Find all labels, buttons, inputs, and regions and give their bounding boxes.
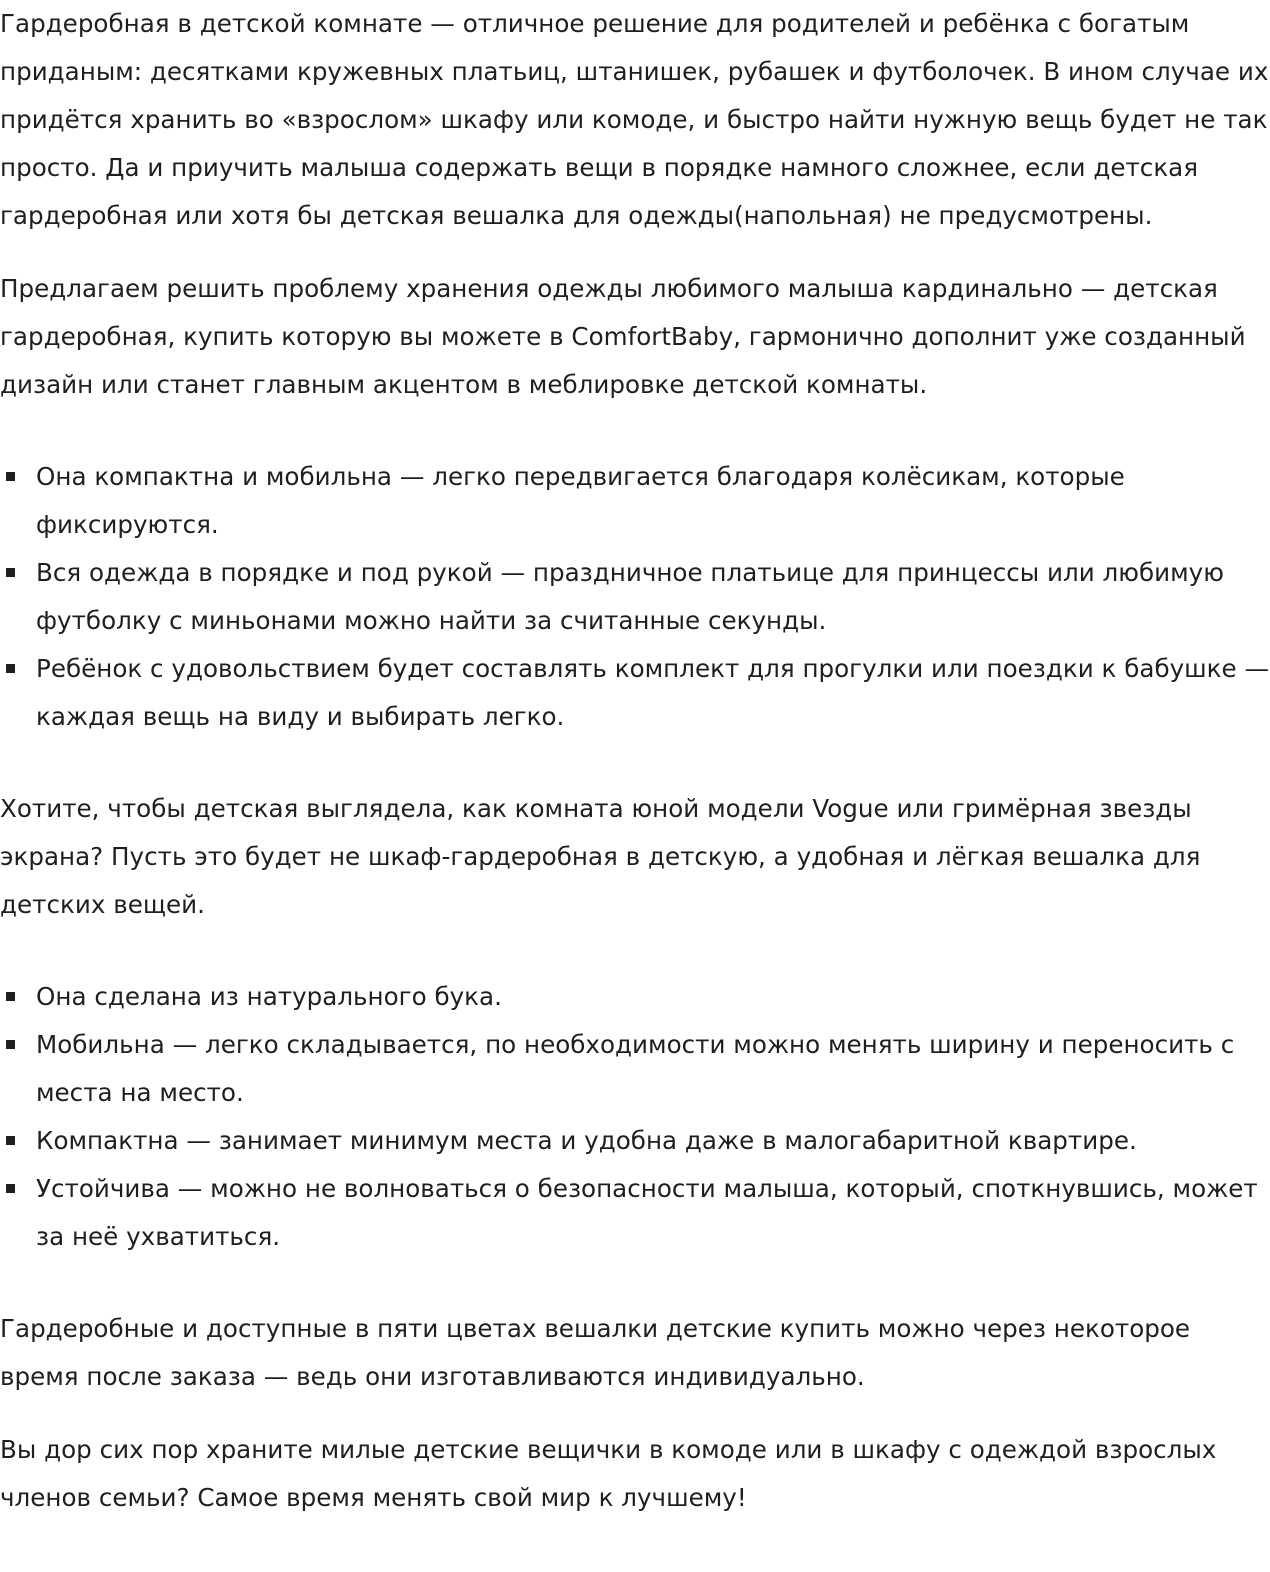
list-item: [0, 973, 1270, 1021]
list-item: [0, 1117, 1270, 1165]
list-item: [0, 453, 1270, 549]
list-item: [0, 1165, 1270, 1261]
list-item-text: Ребёнок с удовольствием будет составлять комплект для прогулки или поездки к бабушке — каждая вещь на виду и выбирать легко.: [36, 654, 1270, 731]
square-bullet-icon: [6, 472, 15, 481]
square-bullet-icon: [6, 568, 15, 577]
benefits-list-wardrobe: [0, 453, 1270, 741]
outro-paragraph-1: Гардеробные и доступные в пяти цветах вешалки детские купить можно через некоторое время после заказа — ведь они изготавливаются индивидуально.: [0, 1314, 1191, 1391]
list-item-text: Она компактна и мобильна — легко передвигается благодаря колёсикам, которые фиксируются.: [36, 462, 1125, 539]
square-bullet-icon: [6, 1040, 15, 1049]
intro-paragraph-1: Гардеробная в детской комнате — отличное решение для родителей и ребёнка с богатым приданым: десятками кружевных платьиц, штанишек, рубашек и футболочек. В ином случае их придётся хранить во «взрослом» шкафу или комоде, и быстро найти нужную вещь будет не так просто. Да и приучить малыша содержать вещи в порядке намного сложнее, если детская гардеробная или хотя бы детская вешалка для одежды(напольная) не предусмотрены.: [0, 9, 1269, 230]
list-item-text: Вся одежда в порядке и под рукой — праздничное платьице для принцессы или любимую футболку с миньонами можно найти за считанные секунды.: [36, 558, 1224, 635]
benefits-list-hanger: [0, 973, 1270, 1261]
list-item: [0, 1021, 1270, 1117]
square-bullet-icon: [6, 1184, 15, 1193]
list-item: [0, 645, 1270, 741]
square-bullet-icon: [6, 1136, 15, 1145]
square-bullet-icon: [6, 664, 15, 673]
middle-paragraph: Хотите, чтобы детская выглядела, как комната юной модели Vogue или гримёрная звезды экрана? Пусть это будет не шкаф-гардеробная в детскую, а удобная и лёгкая вешалка для детских вещей.: [0, 794, 1201, 919]
square-bullet-icon: [6, 992, 15, 1001]
list-item-text: Устойчива — можно не волноваться о безопасности малыша, который, споткнувшись, может за неё ухватиться.: [36, 1174, 1258, 1251]
list-item-text: Мобильна — легко складывается, по необходимости можно менять ширину и переносить с места на место.: [36, 1030, 1235, 1107]
list-item-text: Компактна — занимает минимум места и удобна даже в малогабаритной квартире.: [36, 1126, 1137, 1155]
intro-paragraph-2: Предлагаем решить проблему хранения одежды любимого малыша кардинально — детская гардеробная, купить которую вы можете в ComfortBaby, гармонично дополнит уже созданный дизайн или станет главным акцентом в меблировке детской комнаты.: [0, 274, 1246, 399]
list-item-text: Она сделана из натурального бука.: [36, 982, 502, 1011]
outro-paragraph-2: Вы дор сих пор храните милые детские вещички в комоде или в шкафу с одеждой взрослых членов семьи? Самое время менять свой мир к лучшему!: [0, 1435, 1217, 1512]
list-item: [0, 549, 1270, 645]
